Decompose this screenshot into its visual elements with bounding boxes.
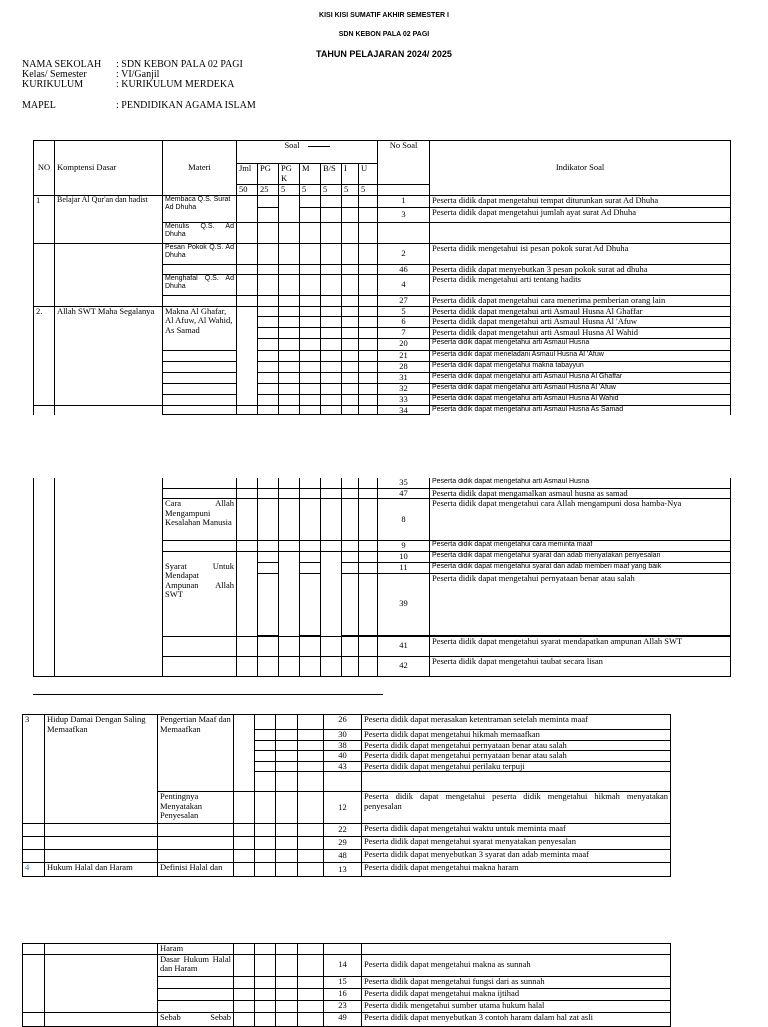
question-number: 1 xyxy=(378,195,430,207)
table-row xyxy=(34,195,731,207)
materi-text: Pengertian Maaf dan Memaafkan xyxy=(158,715,234,792)
table-row xyxy=(23,863,671,877)
indicator-text: Peserta didik dapat mengetahui pernyataan benar atau salah xyxy=(362,751,671,762)
count-u: 5 xyxy=(359,185,378,196)
indicator-text: Peserta didik dapat mengetahui tempat diturunkan surat Ad Dhuha xyxy=(430,195,731,207)
count-pgk: 5 xyxy=(279,185,300,196)
col-jml-header: Jml xyxy=(237,164,258,185)
count-m: 5 xyxy=(300,185,321,196)
materi-text: Menulis Q.S. Ad Dhuha xyxy=(163,222,237,243)
grid-table-2 xyxy=(33,478,731,677)
materi-text: Syarat Untuk Mendapat Ampunan Allah SWT xyxy=(163,551,237,636)
question-number: 3 xyxy=(378,207,430,222)
question-number: 12 xyxy=(324,792,362,824)
indicator-text: Peserta didik dapat mengetahui arti Asmaul Husna Al Wahid xyxy=(430,328,731,339)
question-number: 29 xyxy=(324,837,362,850)
indicator-text: Peserta didik dapat mengetahui cara meminta maaf xyxy=(430,541,731,552)
question-number: 49 xyxy=(324,1012,362,1026)
indicator-text: Peserta didik dapat mengetahui hikmah memaafkan xyxy=(362,730,671,741)
materi-text: Pesan Pokok Q.S. Ad Dhuha xyxy=(163,243,237,264)
question-number: 30 xyxy=(324,730,362,741)
question-number: 26 xyxy=(324,715,362,730)
materi-text: Sebab Sebab xyxy=(158,1012,234,1026)
count-bs: 5 xyxy=(321,185,342,196)
grid-table-1 xyxy=(33,140,731,415)
indicator-text: Peserta didik dapat mengetahui arti Asmaul Husna Al Wahid xyxy=(430,395,731,406)
question-number: 6 xyxy=(378,317,430,328)
grid-table-3 xyxy=(22,714,671,877)
indicator-text: Peserta didik dapat mengamalkan asmaul husna as samad xyxy=(430,488,731,499)
indicator-text: Peserta didik dapat mengetahui jumlah ayat surat Ad Dhuha xyxy=(430,207,731,222)
indicator-text: Peserta didik dapat mengetahui makna haram xyxy=(362,863,671,877)
indicator-text: Peserta didik dapat mengetahui perilaku terpuji xyxy=(362,761,671,772)
question-number: 43 xyxy=(324,761,362,772)
indicator-text: Peserta didik dapat mengetahui fungsi dari as sunnah xyxy=(362,976,671,988)
indicator-text: Peserta didik dapat mengetahui cara Allah mengampuni dosa hamba-Nya xyxy=(430,499,731,541)
indicator-text: Peserta didik dapat mengetahui arti Asmaul Husna xyxy=(430,339,731,351)
materi-text: Menghafal Q.S. Ad Dhuha xyxy=(163,275,237,296)
question-number: 8 xyxy=(378,499,430,541)
col-materi-header: Materi xyxy=(163,141,237,196)
table-row xyxy=(23,837,671,850)
materi-text: Haram xyxy=(158,944,234,955)
question-number: 40 xyxy=(324,751,362,762)
question-number: 34 xyxy=(378,406,430,415)
kd-number: 4 xyxy=(23,863,45,877)
indicator-text: Peserta didik dapat mengetahui syarat dan adab menyatakan penyesalan xyxy=(430,551,731,562)
col-pgk-header: PG K xyxy=(279,164,300,185)
question-number: 7 xyxy=(378,328,430,339)
materi-text: Dasar Hukum Halal dan Haram xyxy=(158,954,234,976)
indicator-text: Peserta didik dapat mengetahui cara menerima pemberian orang lain xyxy=(430,296,731,307)
document-title: KISI KISI SUMATIF AKHIR SEMESTER I xyxy=(319,12,449,19)
question-number: 4 xyxy=(378,275,430,296)
indicator-text: Peserta didik dapat mengetahui pernyataan benar atau salah xyxy=(362,740,671,751)
materi-text: Pentingnya Menyatakan Penyesalan xyxy=(158,792,234,824)
table-row xyxy=(34,306,731,317)
table-row xyxy=(23,954,671,976)
materi-text: Makna Al Ghafar, Al Afuw, Al Wahid, As Samad xyxy=(163,306,237,351)
materi-text: Membaca Q.S. Surat Ad Dhuha xyxy=(163,195,237,222)
indicator-text: Peserta didik dapat mengetahui syarat mendapatkan ampunan Allah SWT xyxy=(430,636,731,656)
question-number: 5 xyxy=(378,306,430,317)
question-number: 33 xyxy=(378,395,430,406)
indicator-text: Peserta didik dapat mengetahui syarat menyatakan penyesalan xyxy=(362,837,671,850)
question-number: 38 xyxy=(324,740,362,751)
info-curriculum: KURIKULUM : KURIKULUM MERDEKA xyxy=(22,79,235,90)
col-nosoal-header: No Soal xyxy=(378,141,430,185)
indicator-text: Peserta didik dapat mengetahui waktu untuk meminta maaf xyxy=(362,824,671,837)
indicator-text: Peserta didik mengetahui arti tentang hadits xyxy=(430,275,731,296)
question-number: 41 xyxy=(378,636,430,656)
indicator-text: Peserta didik dapat menyebutkan 3 pesan pokok surat ad dhuha xyxy=(430,264,731,275)
table-row xyxy=(23,824,671,837)
question-number: 20 xyxy=(378,339,430,351)
col-pg-header: PG xyxy=(258,164,279,185)
question-number: 47 xyxy=(378,488,430,499)
table-row xyxy=(23,715,671,730)
question-number: 21 xyxy=(378,351,430,362)
indicator-text: Peserta didik dapat mengetahui syarat dan adab memberi maaf yang baik xyxy=(430,562,731,573)
col-m-header: M xyxy=(300,164,321,185)
info-school: NAMA SEKOLAH : SDN KEBON PALA 02 PAGI xyxy=(22,59,243,70)
indicator-text: Peserta didik mengetahui isi pesan pokok surat Ad Dhuha xyxy=(430,243,731,264)
indicator-text: Peserta didik dapat menyebutkan 3 syarat dan adab meminta maaf xyxy=(362,850,671,863)
indicator-text: Peserta didik mengetahui sumber utama hukum halal xyxy=(362,1000,671,1012)
info-class: Kelas/ Semester : VI/Ganjil xyxy=(22,69,160,80)
col-indikator-header: Indikator Soal xyxy=(430,141,731,196)
indicator-text: Peserta didik dapat mengetahui peserta didik mengetahui hikmah menyatakan penyesalan xyxy=(362,792,671,824)
table-row xyxy=(34,478,731,488)
indicator-text: Peserta didik dapat mengetahui arti Asmaul Husna Al Ghaffar xyxy=(430,306,731,317)
question-number: 15 xyxy=(324,976,362,988)
col-soal-header: Soal xyxy=(237,141,378,164)
kd-text: Allah SWT Maha Segalanya xyxy=(55,306,163,406)
materi-text: Definisi Halal dan xyxy=(158,863,234,877)
indicator-text: Peserta didik dapat mengetahui arti Asmaul Husna Al Ghaffar xyxy=(430,373,731,384)
col-i-header: I xyxy=(342,164,359,185)
indicator-text: Peserta didik dapat mengetahui arti Asmaul Husna xyxy=(430,478,731,488)
kd-text: Belajar Al Qur'an dan hadist xyxy=(55,195,163,243)
count-pg: 25 xyxy=(258,185,279,196)
question-number: 13 xyxy=(324,863,362,877)
col-no-header: NO xyxy=(34,141,55,196)
indicator-text: Peserta didik dapat mengetahui taubat secara lisan xyxy=(430,656,731,676)
indicator-text: Peserta didik dapat mengetahui makna tabayyun xyxy=(430,362,731,373)
indicator-text: Peserta didik dapat menyebutkan 3 contoh haram dalam hal zat asli xyxy=(362,1012,671,1026)
kd-text: Hidup Damai Dengan Saling Memaafkan xyxy=(45,715,158,824)
indicator-text: Peserta didik dapat mengetahui arti Asmaul Husna Al 'Afuw xyxy=(430,317,731,328)
indicator-text: Peserta didik dapat mengetahui arti Asmaul Husna Al 'Afuw xyxy=(430,384,731,395)
materi-text: Cara Allah Mengampuni Kesalahan Manusia xyxy=(163,499,237,541)
grid-table-4 xyxy=(22,943,671,1027)
question-number: 48 xyxy=(324,850,362,863)
question-number: 16 xyxy=(324,988,362,1000)
info-subject: MAPEL : PENDIDIKAN AGAMA ISLAM xyxy=(22,100,256,111)
question-number: 39 xyxy=(378,573,430,635)
kd-number: 2. xyxy=(34,306,55,406)
indicator-text: Peserta didik dapat meneladani Asmaul Husna Al 'Afuw xyxy=(430,351,731,362)
question-number: 27 xyxy=(378,296,430,307)
table-row xyxy=(23,944,671,955)
question-number: 14 xyxy=(324,954,362,976)
question-number: 11 xyxy=(378,562,430,573)
kd-number: 3 xyxy=(23,715,45,824)
count-jml: 50 xyxy=(237,185,258,196)
question-number: 2 xyxy=(378,243,430,264)
question-number: 42 xyxy=(378,656,430,676)
question-number: 9 xyxy=(378,541,430,552)
indicator-text: Peserta didik dapat merasakan ketentraman setelah meminta maaf xyxy=(362,715,671,730)
count-i: 5 xyxy=(342,185,359,196)
indicator-text: Peserta didik dapat mengetahui makna ijtihad xyxy=(362,988,671,1000)
question-number: 31 xyxy=(378,373,430,384)
indicator-text: Peserta didik dapat mengetahui makna as sunnah xyxy=(362,954,671,976)
col-u-header: U xyxy=(359,164,378,185)
table-row xyxy=(34,243,731,264)
question-number: 22 xyxy=(324,824,362,837)
academic-year: TAHUN PELAJARAN 2024/ 2025 xyxy=(316,49,452,59)
kd-text: Hukum Halal dan Haram xyxy=(45,863,158,877)
question-number: 10 xyxy=(378,551,430,562)
question-number: 46 xyxy=(378,264,430,275)
indicator-text: Peserta didik dapat mengetahui pernyataan benar atau salah xyxy=(430,573,731,635)
question-number: 32 xyxy=(378,384,430,395)
kd-number: 1 xyxy=(34,195,55,243)
col-bs-header: B/S xyxy=(321,164,342,185)
question-number: 35 xyxy=(378,478,430,488)
table-row xyxy=(34,406,731,415)
indicator-text: Peserta didik dapat mengetahui arti Asmaul Husna As Samad xyxy=(430,406,731,415)
separator-line xyxy=(33,694,383,695)
table-row xyxy=(23,850,671,863)
col-kd-header: Komptensi Dasar xyxy=(55,141,163,196)
question-number: 28 xyxy=(378,362,430,373)
school-heading: SDN KEBON PALA 02 PAGI xyxy=(338,31,430,38)
question-number: 23 xyxy=(324,1000,362,1012)
